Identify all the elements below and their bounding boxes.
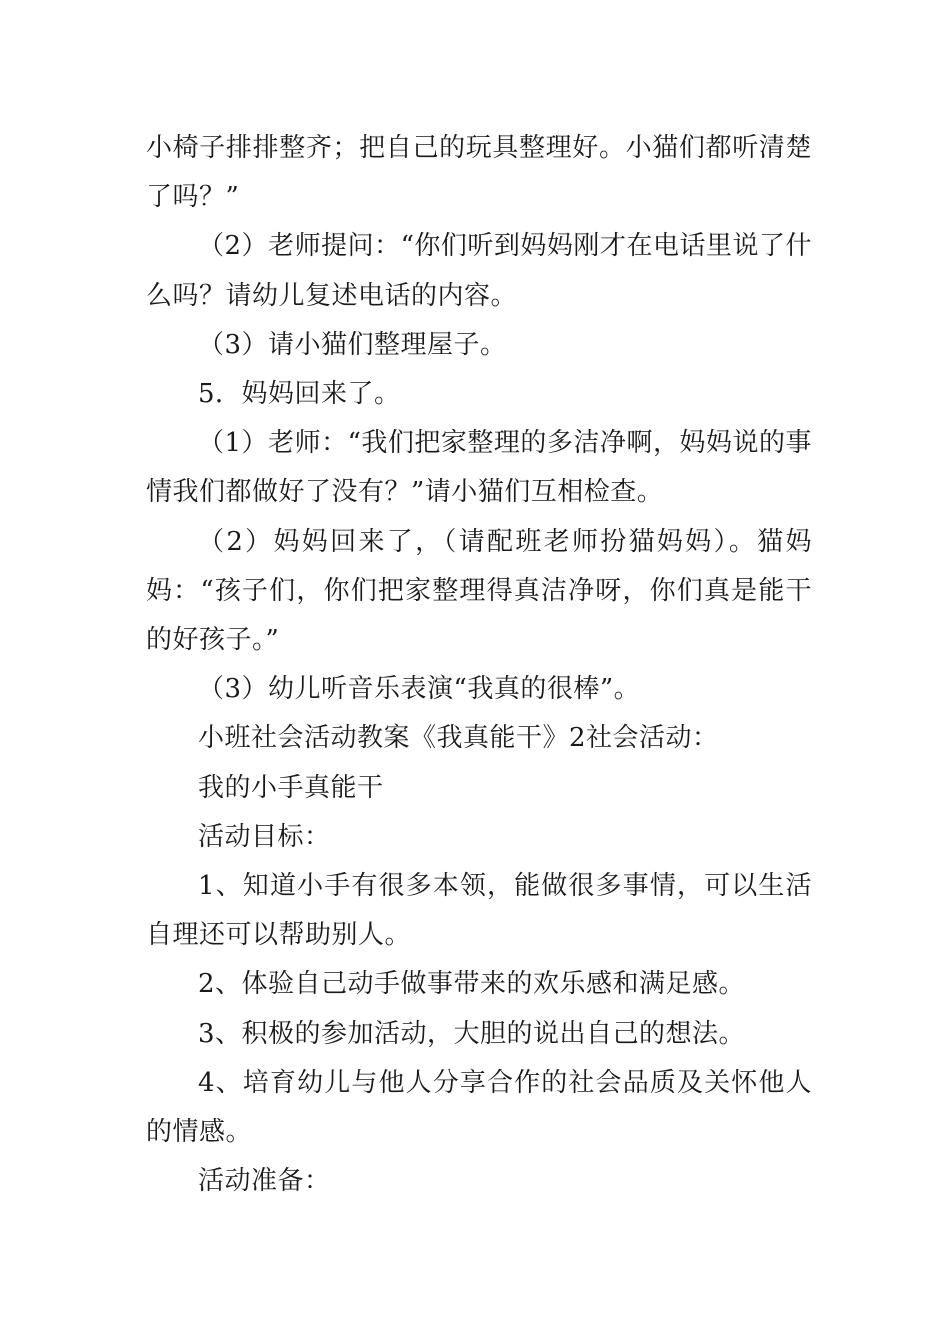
document-body bbox=[146, 124, 812, 1206]
paragraph: 小椅子排排整齐；把自己的玩具整理好。小猫们都听清楚了吗？” bbox=[146, 133, 812, 213]
list-item: 3、积极的参加活动，大胆的说出自己的想法。 bbox=[198, 1018, 746, 1049]
paragraph: （3）幼儿听音乐表演“我真的很棒”。 bbox=[198, 674, 641, 705]
section-label-preparation: 活动准备： bbox=[198, 1166, 331, 1197]
paragraph: （1）老师：“我们把家整理的多洁净啊，妈妈说的事情我们都做好了没有？”请小猫们互相检查。 bbox=[146, 428, 812, 508]
section-heading: 小班社会活动教案《我真能干》2社会活动： bbox=[198, 723, 719, 754]
list-item: 1、知道小手有很多本领，能做很多事情，可以生活自理还可以帮助别人。 bbox=[146, 871, 812, 951]
list-item: 2、体验自己动手做事带来的欢乐感和满足感。 bbox=[198, 969, 746, 1000]
paragraph: （2）妈妈回来了，（请配班老师扮猫妈妈）。猫妈妈：“孩子们，你们把家整理得真洁净呀，你们真是能干的好孩子。” bbox=[146, 526, 812, 656]
list-item: 4、培育幼儿与他人分享合作的社会品质及关怀他人的情感。 bbox=[146, 1067, 812, 1148]
paragraph: 5．妈妈回来了。 bbox=[198, 379, 401, 410]
paragraph: （3）请小猫们整理屋子。 bbox=[198, 329, 507, 360]
section-subtitle: 我的小手真能干 bbox=[198, 772, 384, 803]
section-label-goals: 活动目标： bbox=[198, 821, 331, 852]
paragraph: （2）老师提问：“你们听到妈妈刚才在电话里说了什么吗？请幼儿复述电话的内容。 bbox=[146, 231, 812, 311]
